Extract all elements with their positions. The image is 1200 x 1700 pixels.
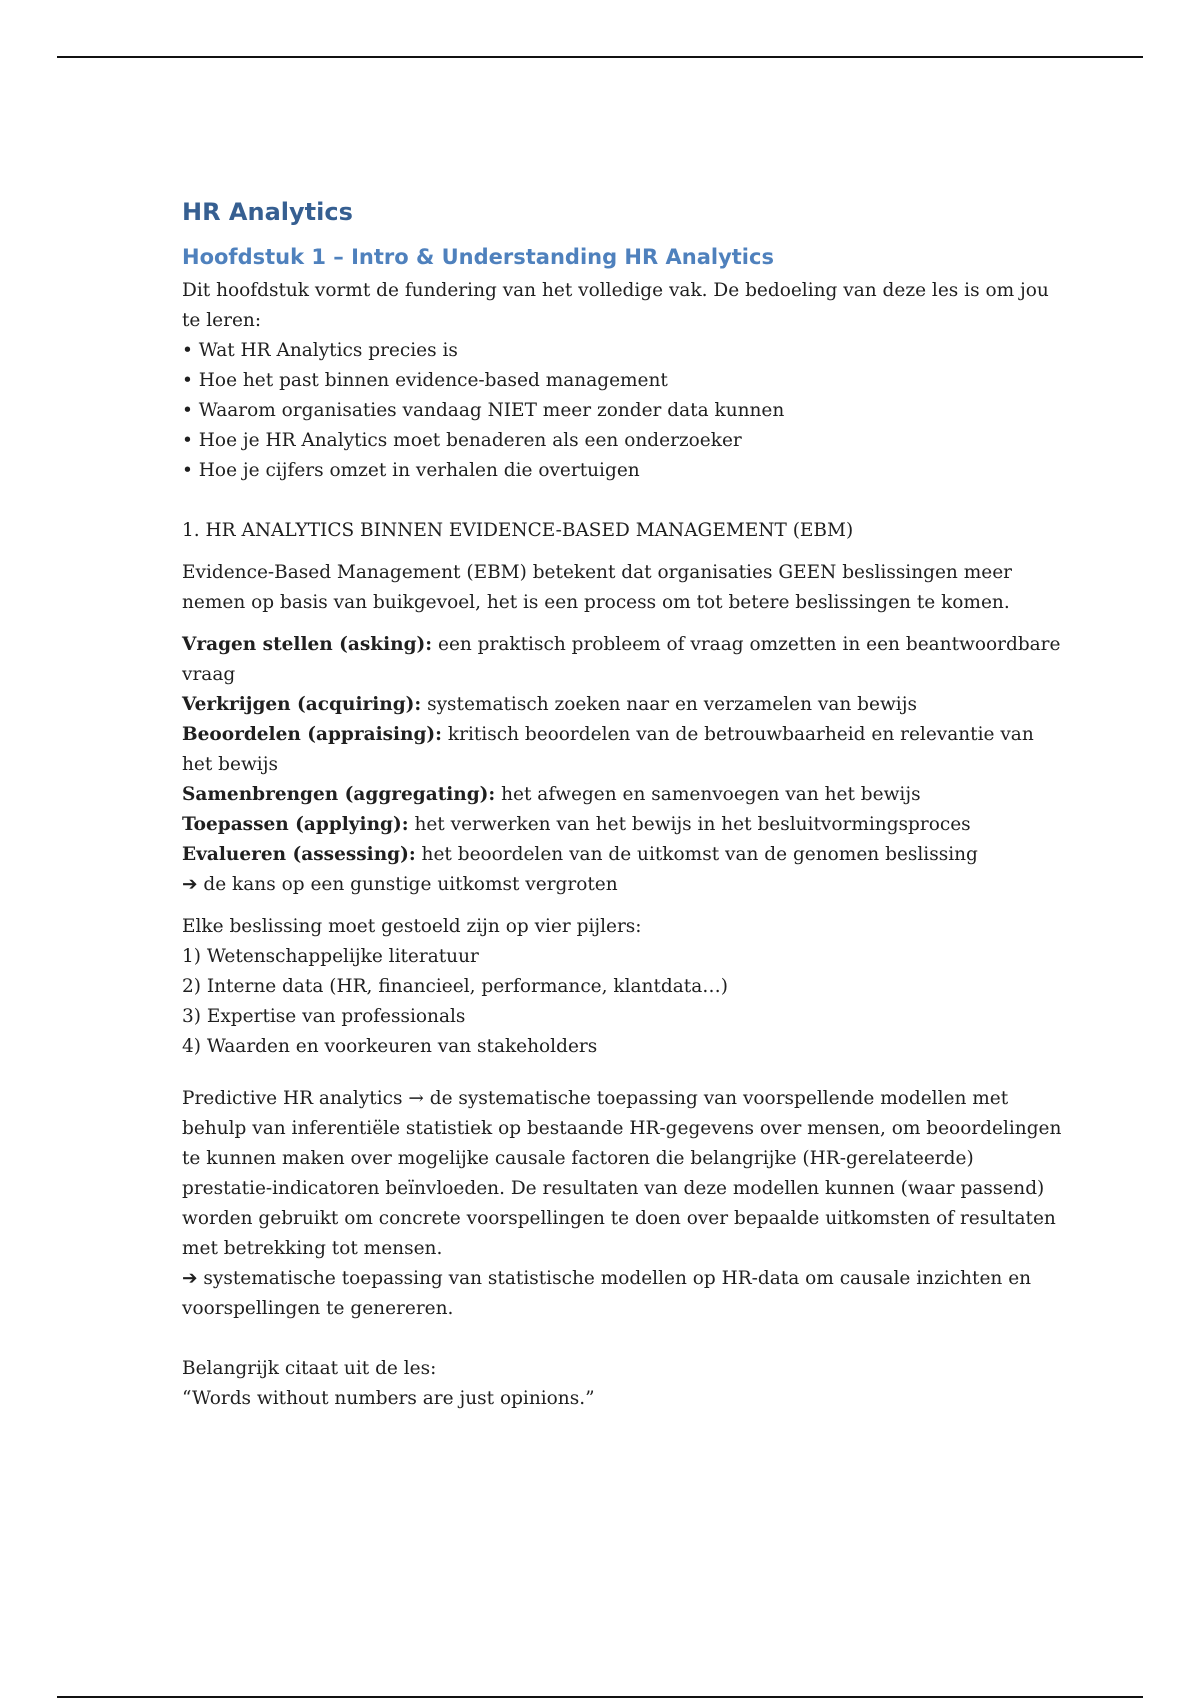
pillar-item: 4) Waarden en voorkeuren van stakeholders [182, 1036, 598, 1057]
section-heading: 1. HR ANALYTICS BINNEN EVIDENCE-BASED MANAGEMENT (EBM) [182, 520, 854, 541]
document-body [182, 196, 1062, 1414]
intro-bullet: • Hoe je cijfers omzet in verhalen die overtuigen [182, 460, 640, 481]
predictive-summary: ➔ systematische toepassing van statistische modellen op HR-data om causale inzichten en voorspellingen te genereren. [182, 1268, 1032, 1319]
intro-text: Dit hoofdstuk vormt de fundering van het volledige vak. De bedoeling van deze les is om jou te leren: [182, 280, 1049, 331]
ebm-step-term: Evalueren (assessing): [182, 844, 416, 865]
predictive-definition: Predictive HR analytics → de systematische toepassing van voorspellende modellen met behulp van inferentiële statistiek op bestaande HR-gegevens over mensen, om beoordelingen te kunnen maken over mogelijke causale factoren die belangrijke (HR-gerelateerde) prestatie-indicatoren beïnvloeden. De resultaten van deze modellen kunnen (waar passend) worden gebruikt om concrete voorspellingen te doen over bepaalde uitkomsten of resultaten met betrekking tot mensen. [182, 1088, 1062, 1259]
pillar-item: 2) Interne data (HR, financieel, performance, klantdata…) [182, 976, 728, 997]
quote-intro: Belangrijk citaat uit de les: [182, 1358, 437, 1379]
ebm-step [182, 720, 1062, 780]
quote: “Words without numbers are just opinions.” [182, 1388, 595, 1409]
document-title: HR Analytics [182, 198, 353, 226]
ebm-step-desc: het verwerken van het bewijs in het besluitvormingsproces [408, 814, 971, 835]
ebm-step-desc: kritisch beoordelen van de betrouwbaarheid en relevantie van het bewijs [182, 724, 1034, 775]
ebm-conclusion: ➔ de kans op een gunstige uitkomst vergroten [182, 874, 618, 895]
ebm-definition: Evidence-Based Management (EBM) betekent dat organisaties GEEN beslissingen meer nemen op basis van buikgevoel, het is een process om tot betere beslissingen te komen. [182, 562, 1013, 613]
footer-rule [57, 1696, 1143, 1698]
ebm-step-term: Samenbrengen (aggregating): [182, 784, 496, 805]
ebm-step [182, 630, 1062, 690]
ebm-step-desc: het afwegen en samenvoegen van het bewijs [495, 784, 921, 805]
ebm-step-term: Beoordelen (appraising): [182, 724, 443, 745]
ebm-step [182, 780, 1062, 810]
ebm-step-term: Toepassen (applying): [182, 814, 409, 835]
intro-bullet: • Hoe je HR Analytics moet benaderen als een onderzoeker [182, 430, 742, 451]
ebm-step-term: Vragen stellen (asking): [182, 634, 433, 655]
ebm-step [182, 840, 1062, 870]
intro-bullet: • Waarom organisaties vandaag NIET meer zonder data kunnen [182, 400, 785, 421]
ebm-step-desc: een praktisch probleem of vraag omzetten in een beantwoordbare vraag [182, 634, 1061, 685]
chapter-heading: Hoofdstuk 1 – Intro & Understanding HR Analytics [182, 245, 774, 269]
ebm-step [182, 810, 1062, 840]
ebm-step-desc: het beoordelen van de uitkomst van de genomen beslissing [415, 844, 978, 865]
ebm-step [182, 690, 1062, 720]
ebm-step-desc: systematisch zoeken naar en verzamelen van bewijs [421, 694, 917, 715]
header-rule [57, 56, 1143, 58]
intro-bullet: • Hoe het past binnen evidence-based management [182, 370, 668, 391]
pillars-intro: Elke beslissing moet gestoeld zijn op vier pijlers: [182, 916, 642, 937]
pillar-item: 1) Wetenschappelijke literatuur [182, 946, 479, 967]
ebm-step-term: Verkrijgen (acquiring): [182, 694, 422, 715]
intro-bullet: • Wat HR Analytics precies is [182, 340, 458, 361]
pillar-item: 3) Expertise van professionals [182, 1006, 466, 1027]
